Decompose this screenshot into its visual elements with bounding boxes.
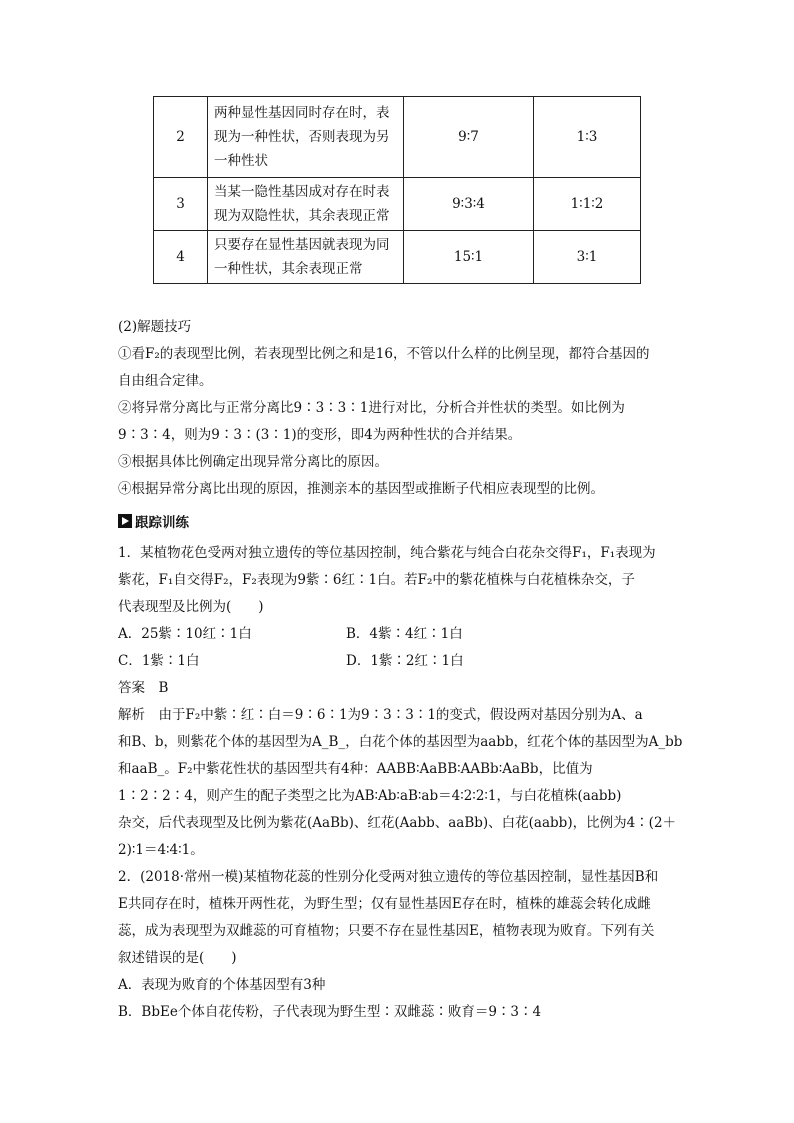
question-1-line-2: 紫花，F₁自交得F₂，F₂表现为9紫∶6红∶1白。若F₂中的紫花植株与白花植株杂交，子 bbox=[118, 572, 635, 588]
table-cell-f2-ratio: 9∶3∶4 bbox=[404, 178, 534, 231]
question-2-line-3: 蕊，成为表现型为双雌蕊的可育植物；只要不存在显性基因E，植物表现为败育。下列有关 bbox=[118, 923, 655, 939]
training-heading bbox=[118, 511, 189, 531]
question-2-line-2: E共同存在时，植株开两性花，为野生型；仅有显性基因E存在时，植株的雄蕊会转化成雌 bbox=[118, 896, 651, 912]
table-cell-desc: 只要存在显性基因就表现为同一种性状，其余表现正常 bbox=[208, 231, 404, 284]
section-title: (2)解题技巧 bbox=[118, 319, 192, 335]
table-cell-f2-ratio: 15∶1 bbox=[404, 231, 534, 284]
skill-paragraph-2: ②将异常分离比与正常分离比9∶3∶3∶1进行对比，分析合并性状的类型。如比例为 bbox=[118, 400, 625, 416]
play-triangle-icon bbox=[118, 514, 132, 528]
skill-paragraph-2-cont: 9∶3∶4，则为9∶3∶(3∶1)的变形，即4为两种性状的合并结果。 bbox=[118, 427, 522, 443]
question-1-line-1: 1．某植物花色受两对独立遗传的等位基因控制，纯合紫花与纯合白花杂交得F₁，F₁表现为 bbox=[118, 545, 656, 561]
skill-paragraph-3: ③根据具体比例确定出现异常分离比的原因。 bbox=[118, 454, 388, 470]
question-2-option-b: B．BbEe个体自花传粉，子代表现为野生型∶双雌蕊∶败育＝9∶3∶4 bbox=[118, 1004, 542, 1020]
question-2-option-a: A．表现为败育的个体基因型有3种 bbox=[118, 977, 326, 993]
question-1-option-c: C．1紫∶1白 bbox=[118, 653, 200, 669]
table-cell-desc: 当某一隐性基因成对存在时表现为双隐性状，其余表现正常 bbox=[208, 178, 404, 231]
question-1-answer: 答案 B bbox=[118, 680, 169, 696]
table-cell-num: 2 bbox=[154, 97, 208, 178]
question-1-line-3: 代表现型及比例为( ) bbox=[118, 599, 264, 615]
table-row bbox=[154, 178, 641, 231]
table-cell-desc: 两种显性基因同时存在时，表现为一种性状，否则表现为另一种性状 bbox=[208, 97, 404, 178]
question-1-explanation-1: 解析 由于F₂中紫∶红∶白＝9∶6∶1为9∶3∶3∶1的变式，假设两对基因分别为A、a bbox=[118, 707, 643, 723]
table-cell-testcross-ratio: 1∶3 bbox=[534, 97, 641, 178]
table-cell-f2-ratio: 9∶7 bbox=[404, 97, 534, 178]
ratio-table bbox=[153, 96, 641, 284]
table-cell-num: 3 bbox=[154, 178, 208, 231]
table-row bbox=[154, 231, 641, 284]
question-1-explanation-2: 和B、b，则紫花个体的基因型为A_B_，白花个体的基因型为aabb，红花个体的基因型为A_bb bbox=[118, 734, 683, 750]
training-heading-label: 跟踪训练 bbox=[135, 515, 189, 531]
table-row bbox=[154, 97, 641, 178]
question-1-option-b: B．4紫∶4红∶1白 bbox=[346, 626, 463, 642]
question-2-line-1: 2．(2018·常州一模)某植物花蕊的性别分化受两对独立遗传的等位基因控制，显性基因B和 bbox=[118, 869, 659, 885]
table-cell-testcross-ratio: 3∶1 bbox=[534, 231, 641, 284]
table-cell-testcross-ratio: 1∶1∶2 bbox=[534, 178, 641, 231]
question-1-explanation-5: 杂交，后代表现型及比例为紫花(AaBb)、红花(Aabb、aaBb)、白花(aabb)，比例为4∶(2＋ bbox=[118, 815, 677, 831]
question-1-explanation-4: 1∶2∶2∶4，则产生的配子类型之比为AB∶Ab∶aB∶ab＝4∶2∶2∶1，与白花植株(aabb) bbox=[118, 788, 622, 804]
question-1-option-a: A．25紫∶10红∶1白 bbox=[118, 626, 252, 642]
question-1-explanation-3: 和aaB_。F₂中紫花性状的基因型共有4种：AABB∶AaBB∶AABb∶AaBb，比值为 bbox=[118, 761, 593, 777]
skill-paragraph-4: ④根据异常分离比出现的原因，推测亲本的基因型或推断子代相应表现型的比例。 bbox=[118, 481, 604, 497]
question-2-line-4: 叙述错误的是( ) bbox=[118, 950, 237, 966]
skill-paragraph-1-cont: 自由组合定律。 bbox=[118, 373, 213, 389]
skill-paragraph-1: ①看F₂的表现型比例，若表现型比例之和是16，不管以什么样的比例呈现，都符合基因的 bbox=[118, 346, 650, 362]
table-cell-num: 4 bbox=[154, 231, 208, 284]
question-1-explanation-6: 2)∶1＝4∶4∶1。 bbox=[118, 842, 204, 858]
question-1-option-d: D．1紫∶2红∶1白 bbox=[346, 653, 464, 669]
